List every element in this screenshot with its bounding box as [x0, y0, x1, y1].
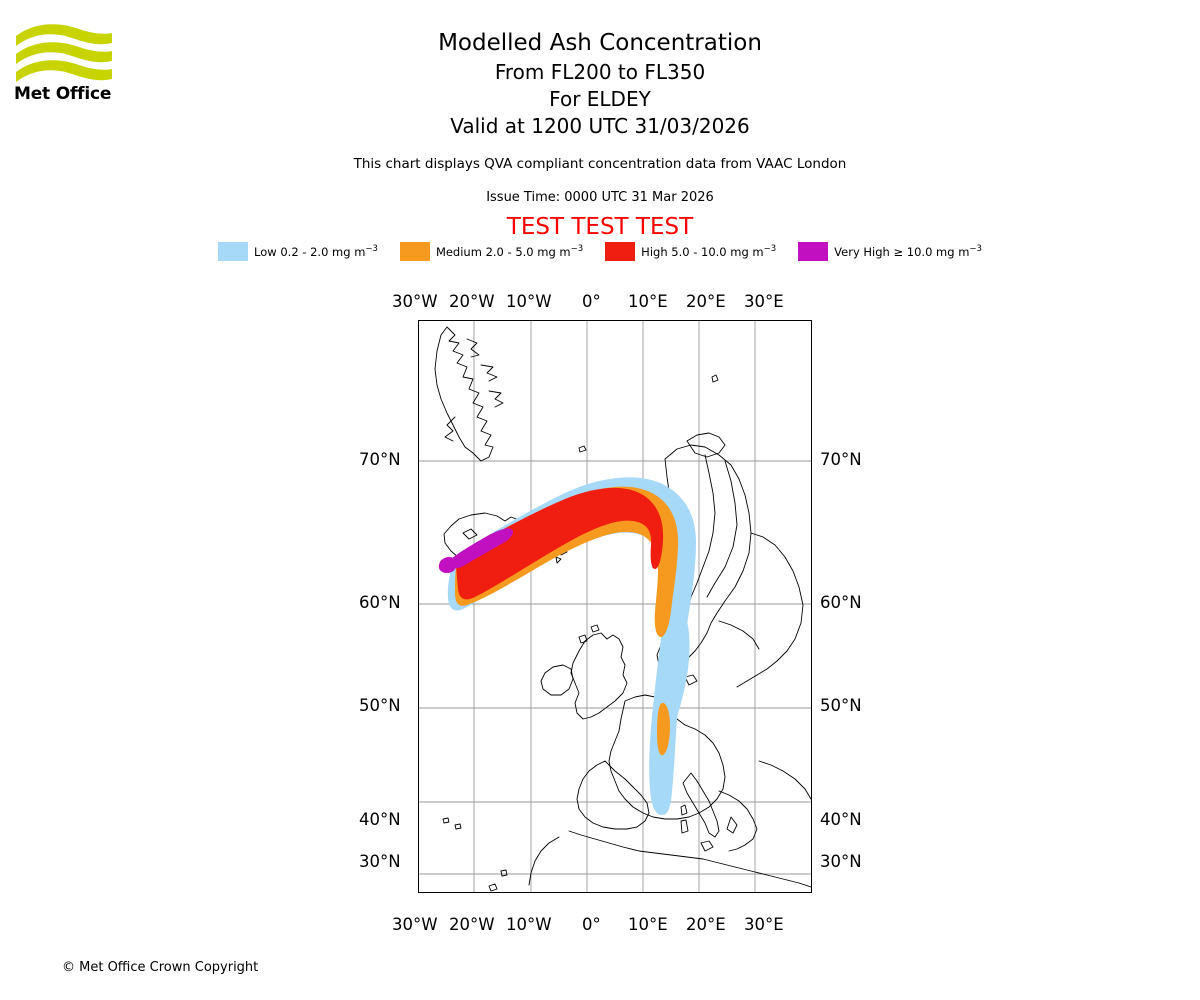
- concentration-legend: [0, 242, 1200, 261]
- legend-label-high: High 5.0 - 10.0 mg $m^{-3}$: [641, 244, 777, 259]
- legend-label-low: Low 0.2 - 2.0 mg $m^{-3}$: [254, 244, 378, 259]
- axis-lat-left-40n: 40°N: [359, 810, 401, 829]
- axis-lat-right-40n: 40°N: [820, 810, 862, 829]
- axis-lon-top-10e: 10°E: [628, 292, 668, 311]
- axis-lon-top-20e: 20°E: [686, 292, 726, 311]
- legend-item-medium: [400, 242, 583, 261]
- issue-time: Issue Time: 0000 UTC 31 Mar 2026: [486, 190, 714, 205]
- map-plot-area[interactable]: [418, 320, 812, 893]
- axis-lon-bottom-30w: 30°W: [392, 915, 438, 934]
- legend-item-low: [218, 242, 378, 261]
- axis-lon-bottom-10w: 10°W: [506, 915, 552, 934]
- legend-swatch-high: [605, 242, 635, 261]
- title-line-3: For ELDEY: [549, 87, 651, 111]
- axis-lon-bottom-20w: 20°W: [449, 915, 495, 934]
- axis-lat-right-70n: 70°N: [820, 450, 862, 469]
- axis-lon-top-30w: 30°W: [392, 292, 438, 311]
- axis-lon-top-0: 0°: [582, 292, 601, 311]
- axis-lat-right-50n: 50°N: [820, 696, 862, 715]
- axis-lat-left-50n: 50°N: [359, 696, 401, 715]
- axis-lon-bottom-10e: 10°E: [628, 915, 668, 934]
- axis-lon-bottom-0: 0°: [582, 915, 601, 934]
- axis-lat-left-60n: 60°N: [359, 593, 401, 612]
- test-banner: TEST TEST TEST: [506, 214, 694, 240]
- axis-lon-bottom-20e: 20°E: [686, 915, 726, 934]
- axis-lat-right-30n: 30°N: [820, 852, 862, 871]
- axis-lat-left-70n: 70°N: [359, 450, 401, 469]
- legend-swatch-very-high: [798, 242, 828, 261]
- page-title: [0, 28, 1200, 140]
- graticule-grid: [419, 321, 811, 892]
- logo-text: Met Office: [14, 84, 112, 104]
- axis-lon-top-30e: 30°E: [744, 292, 784, 311]
- axis-lon-top-20w: 20°W: [449, 292, 495, 311]
- copyright-notice: © Met Office Crown Copyright: [62, 960, 259, 975]
- title-line-1: Modelled Ash Concentration: [438, 30, 762, 56]
- axis-lon-top-10w: 10°W: [506, 292, 552, 311]
- axis-lon-bottom-30e: 30°E: [744, 915, 784, 934]
- axis-lat-left-30n: 30°N: [359, 852, 401, 871]
- chart-subtitle: This chart displays QVA compliant concentration data from VAAC London: [353, 156, 847, 172]
- legend-swatch-low: [218, 242, 248, 261]
- legend-label-medium: Medium 2.0 - 5.0 mg $m^{-3}$: [435, 244, 584, 259]
- map-canvas: [419, 321, 811, 892]
- title-line-2: From FL200 to FL350: [494, 60, 706, 84]
- legend-label-very-high: Very High ≥ 10.0 mg $m^{-3}$: [834, 244, 982, 259]
- legend-swatch-medium: [400, 242, 430, 261]
- axis-lat-right-60n: 60°N: [820, 593, 862, 612]
- legend-item-high: [605, 242, 776, 261]
- legend-item-very-high: [798, 242, 982, 261]
- title-line-4: Valid at 1200 UTC 31/03/2026: [450, 114, 750, 138]
- ash-concentration-map[interactable]: [418, 320, 812, 893]
